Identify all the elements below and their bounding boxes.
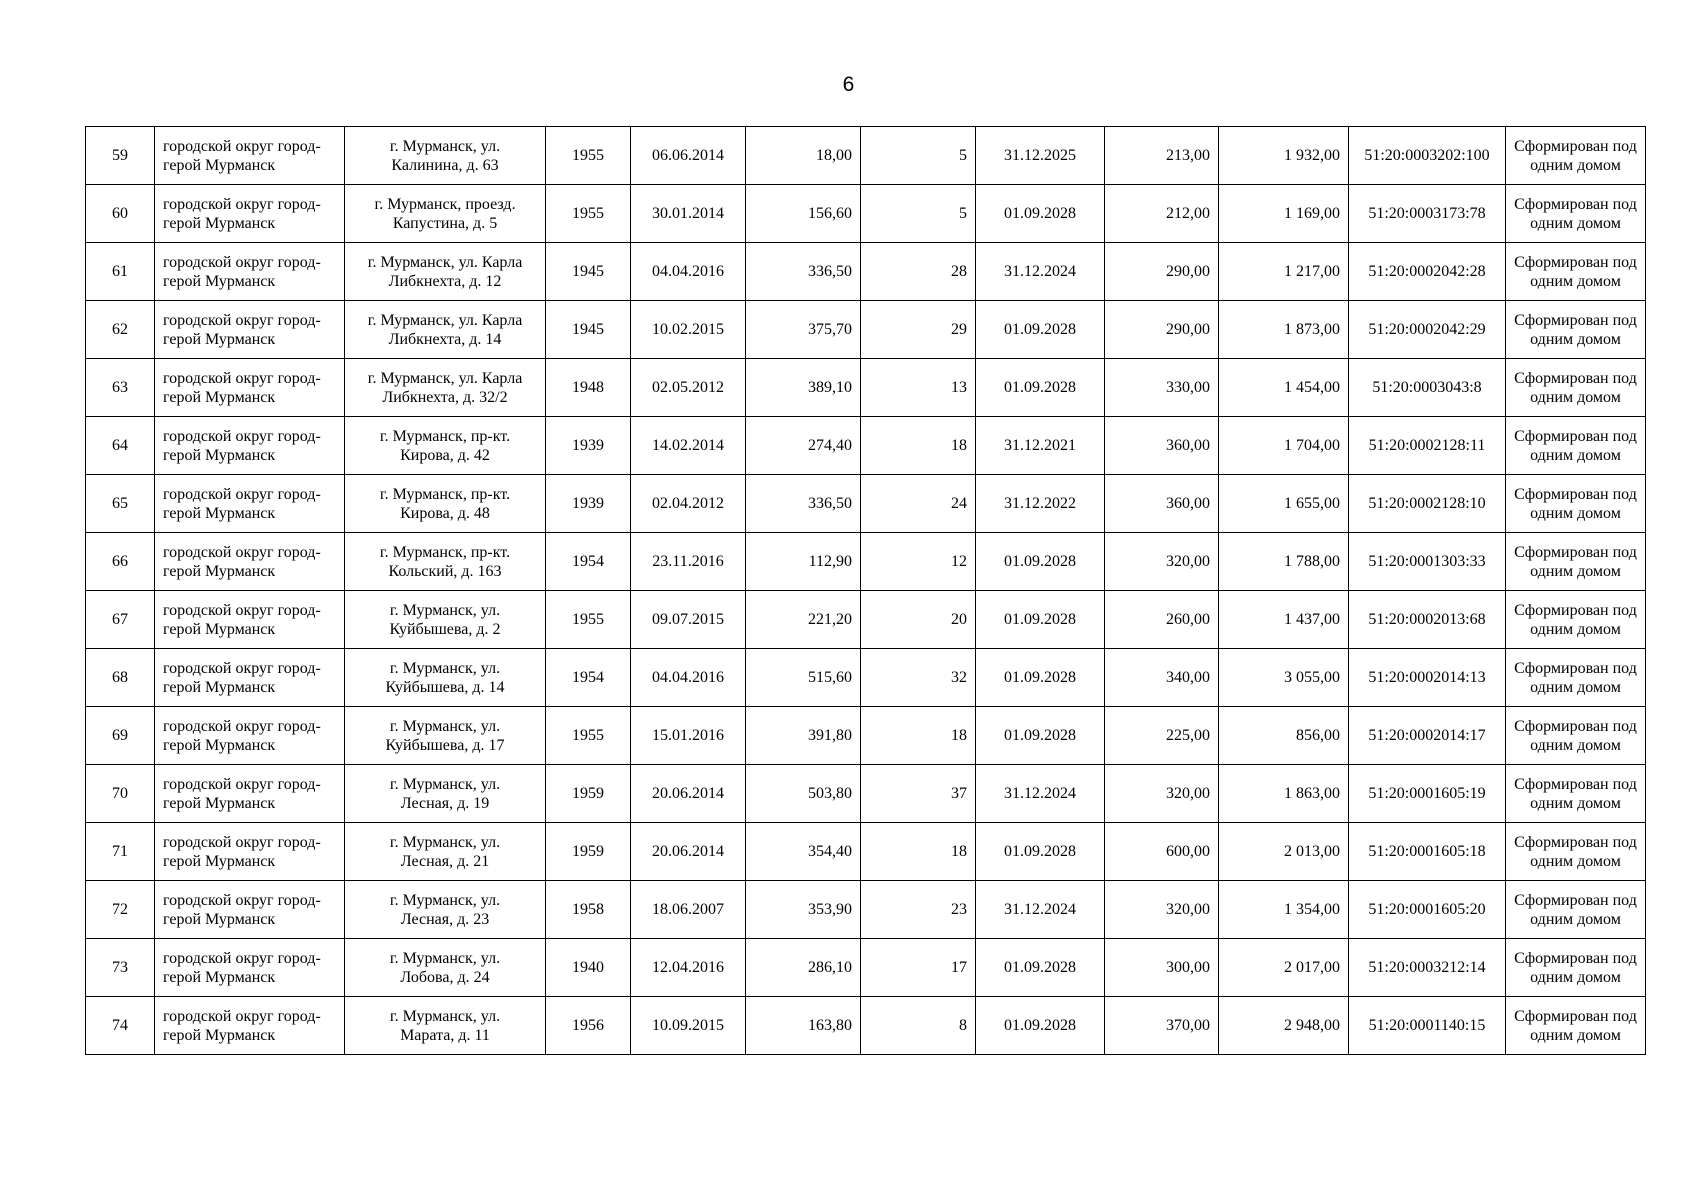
address-line: г. Мурманск, ул. — [389, 891, 501, 909]
municipality-cell: городской округ город-герой Мурманск — [155, 533, 345, 591]
area-cell: 336,50 — [746, 243, 861, 301]
value1-cell: 300,00 — [1105, 939, 1219, 997]
value1-cell: 290,00 — [1105, 243, 1219, 301]
deadline-cell: 31.12.2021 — [976, 417, 1105, 475]
table-row — [86, 359, 1646, 417]
municipality-cell: городской округ город-герой Мурманск — [155, 243, 345, 301]
cadastral-number-cell: 51:20:0003202:100 — [1349, 127, 1506, 185]
status-cell: Сформирован под одним домом — [1506, 707, 1646, 765]
address-line: Куйбышева, д. 2 — [389, 620, 501, 638]
count-cell: 8 — [861, 997, 976, 1055]
address-line: г. Мурманск, ул. — [389, 1007, 501, 1025]
value1-cell: 320,00 — [1105, 533, 1219, 591]
date-cell: 04.04.2016 — [631, 649, 746, 707]
date-cell: 02.05.2012 — [631, 359, 746, 417]
cadastral-number-cell: 51:20:0002128:10 — [1349, 475, 1506, 533]
value2-cell: 1 932,00 — [1219, 127, 1349, 185]
count-cell: 17 — [861, 939, 976, 997]
area-cell: 18,00 — [746, 127, 861, 185]
value1-cell: 260,00 — [1105, 591, 1219, 649]
date-cell: 04.04.2016 — [631, 243, 746, 301]
municipality-cell: городской округ город-герой Мурманск — [155, 707, 345, 765]
build-year-cell: 1955 — [546, 591, 631, 649]
address-cell — [345, 707, 546, 765]
status-cell: Сформирован под одним домом — [1506, 823, 1646, 881]
value2-cell: 1 863,00 — [1219, 765, 1349, 823]
status-cell: Сформирован под одним домом — [1506, 243, 1646, 301]
address-line: Куйбышева, д. 17 — [385, 736, 505, 754]
deadline-cell: 01.09.2028 — [976, 301, 1105, 359]
address-line: Лобова, д. 24 — [400, 968, 490, 986]
municipality-cell: городской округ город-герой Мурманск — [155, 185, 345, 243]
table-row — [86, 185, 1646, 243]
date-cell: 20.06.2014 — [631, 823, 746, 881]
address-cell — [345, 475, 546, 533]
count-cell: 37 — [861, 765, 976, 823]
address-line: Лесная, д. 19 — [400, 794, 490, 812]
address-cell — [345, 649, 546, 707]
status-cell: Сформирован под одним домом — [1506, 533, 1646, 591]
value1-cell: 370,00 — [1105, 997, 1219, 1055]
deadline-cell: 01.09.2028 — [976, 997, 1105, 1055]
address-cell — [345, 301, 546, 359]
cadastral-number-cell: 51:20:0003212:14 — [1349, 939, 1506, 997]
table-row — [86, 707, 1646, 765]
cadastral-number-cell: 51:20:0001605:18 — [1349, 823, 1506, 881]
row-number-cell: 70 — [86, 765, 155, 823]
address-cell — [345, 765, 546, 823]
count-cell: 18 — [861, 707, 976, 765]
status-cell: Сформирован под одним домом — [1506, 301, 1646, 359]
cadastral-number-cell: 51:20:0002042:29 — [1349, 301, 1506, 359]
address-line: Лесная, д. 21 — [400, 852, 490, 870]
municipality-cell: городской округ город-герой Мурманск — [155, 765, 345, 823]
address-cell — [345, 243, 546, 301]
value2-cell: 1 704,00 — [1219, 417, 1349, 475]
deadline-cell: 01.09.2028 — [976, 185, 1105, 243]
value2-cell: 1 354,00 — [1219, 881, 1349, 939]
value1-cell: 290,00 — [1105, 301, 1219, 359]
build-year-cell: 1958 — [546, 881, 631, 939]
address-line: г. Мурманск, ул. Карла — [367, 253, 523, 271]
address-line: г. Мурманск, ул. — [389, 601, 501, 619]
build-year-cell: 1959 — [546, 823, 631, 881]
count-cell: 5 — [861, 185, 976, 243]
municipality-cell: городской округ город-герой Мурманск — [155, 359, 345, 417]
date-cell: 02.04.2012 — [631, 475, 746, 533]
deadline-cell: 01.09.2028 — [976, 591, 1105, 649]
deadline-cell: 31.12.2024 — [976, 881, 1105, 939]
count-cell: 29 — [861, 301, 976, 359]
value2-cell: 1 873,00 — [1219, 301, 1349, 359]
table-row — [86, 649, 1646, 707]
row-number-cell: 62 — [86, 301, 155, 359]
build-year-cell: 1954 — [546, 533, 631, 591]
build-year-cell: 1954 — [546, 649, 631, 707]
area-cell: 391,80 — [746, 707, 861, 765]
cadastral-number-cell: 51:20:0001303:33 — [1349, 533, 1506, 591]
address-line: Кирова, д. 48 — [400, 504, 490, 522]
cadastral-number-cell: 51:20:0002013:68 — [1349, 591, 1506, 649]
area-cell: 336,50 — [746, 475, 861, 533]
deadline-cell: 01.09.2028 — [976, 823, 1105, 881]
date-cell: 15.01.2016 — [631, 707, 746, 765]
build-year-cell: 1956 — [546, 997, 631, 1055]
deadline-cell: 01.09.2028 — [976, 649, 1105, 707]
build-year-cell: 1955 — [546, 127, 631, 185]
cadastral-number-cell: 51:20:0001605:20 — [1349, 881, 1506, 939]
deadline-cell: 31.12.2024 — [976, 765, 1105, 823]
status-cell: Сформирован под одним домом — [1506, 591, 1646, 649]
status-cell: Сформирован под одним домом — [1506, 649, 1646, 707]
status-cell: Сформирован под одним домом — [1506, 475, 1646, 533]
status-cell: Сформирован под одним домом — [1506, 765, 1646, 823]
value2-cell: 2 948,00 — [1219, 997, 1349, 1055]
row-number-cell: 65 — [86, 475, 155, 533]
count-cell: 28 — [861, 243, 976, 301]
cadastral-number-cell: 51:20:0002014:17 — [1349, 707, 1506, 765]
value1-cell: 212,00 — [1105, 185, 1219, 243]
cadastral-number-cell: 51:20:0002014:13 — [1349, 649, 1506, 707]
address-line: Капустина, д. 5 — [392, 214, 498, 232]
value1-cell: 320,00 — [1105, 881, 1219, 939]
date-cell: 10.09.2015 — [631, 997, 746, 1055]
row-number-cell: 67 — [86, 591, 155, 649]
address-line: г. Мурманск, пр-кт. — [379, 485, 511, 503]
deadline-cell: 01.09.2028 — [976, 707, 1105, 765]
cadastral-number-cell: 51:20:0002128:11 — [1349, 417, 1506, 475]
address-cell — [345, 359, 546, 417]
area-cell: 503,80 — [746, 765, 861, 823]
address-line: Кирова, д. 42 — [400, 446, 490, 464]
count-cell: 18 — [861, 823, 976, 881]
count-cell: 20 — [861, 591, 976, 649]
cadastral-number-cell: 51:20:0003173:78 — [1349, 185, 1506, 243]
row-number-cell: 73 — [86, 939, 155, 997]
row-number-cell: 72 — [86, 881, 155, 939]
address-line: Калинина, д. 63 — [391, 156, 499, 174]
status-cell: Сформирован под одним домом — [1506, 417, 1646, 475]
table-row — [86, 127, 1646, 185]
date-cell: 14.02.2014 — [631, 417, 746, 475]
value1-cell: 213,00 — [1105, 127, 1219, 185]
municipality-cell: городской округ город-герой Мурманск — [155, 823, 345, 881]
table-row — [86, 823, 1646, 881]
page-number: 6 — [842, 73, 855, 96]
area-cell: 112,90 — [746, 533, 861, 591]
value2-cell: 1 788,00 — [1219, 533, 1349, 591]
address-line: г. Мурманск, ул. Карла — [367, 311, 523, 329]
build-year-cell: 1955 — [546, 707, 631, 765]
address-line: г. Мурманск, ул. — [389, 833, 501, 851]
deadline-cell: 31.12.2024 — [976, 243, 1105, 301]
municipality-cell: городской округ город-герой Мурманск — [155, 475, 345, 533]
address-line: г. Мурманск, ул. — [389, 717, 501, 735]
value1-cell: 320,00 — [1105, 765, 1219, 823]
deadline-cell: 01.09.2028 — [976, 533, 1105, 591]
deadline-cell: 31.12.2022 — [976, 475, 1105, 533]
count-cell: 32 — [861, 649, 976, 707]
area-cell: 163,80 — [746, 997, 861, 1055]
address-line: Либкнехта, д. 14 — [388, 330, 502, 348]
row-number-cell: 60 — [86, 185, 155, 243]
address-line: Либкнехта, д. 32/2 — [382, 388, 508, 406]
table-row — [86, 765, 1646, 823]
address-line: г. Мурманск, пр-кт. — [379, 427, 511, 445]
housing-registry-table — [85, 126, 1646, 1055]
date-cell: 30.01.2014 — [631, 185, 746, 243]
cadastral-number-cell: 51:20:0001605:19 — [1349, 765, 1506, 823]
address-line: Кольский, д. 163 — [388, 562, 502, 580]
deadline-cell: 01.09.2028 — [976, 939, 1105, 997]
deadline-cell: 31.12.2025 — [976, 127, 1105, 185]
cadastral-number-cell: 51:20:0001140:15 — [1349, 997, 1506, 1055]
count-cell: 18 — [861, 417, 976, 475]
address-cell — [345, 997, 546, 1055]
table-row — [86, 301, 1646, 359]
status-cell: Сформирован под одним домом — [1506, 127, 1646, 185]
row-number-cell: 66 — [86, 533, 155, 591]
address-line: Либкнехта, д. 12 — [388, 272, 502, 290]
row-number-cell: 59 — [86, 127, 155, 185]
build-year-cell: 1955 — [546, 185, 631, 243]
area-cell: 274,40 — [746, 417, 861, 475]
value2-cell: 856,00 — [1219, 707, 1349, 765]
table-row — [86, 243, 1646, 301]
area-cell: 515,60 — [746, 649, 861, 707]
count-cell: 5 — [861, 127, 976, 185]
value1-cell: 225,00 — [1105, 707, 1219, 765]
value2-cell: 2 017,00 — [1219, 939, 1349, 997]
value2-cell: 1 437,00 — [1219, 591, 1349, 649]
area-cell: 354,40 — [746, 823, 861, 881]
count-cell: 24 — [861, 475, 976, 533]
municipality-cell: городской округ город-герой Мурманск — [155, 939, 345, 997]
count-cell: 23 — [861, 881, 976, 939]
build-year-cell: 1940 — [546, 939, 631, 997]
table-row — [86, 591, 1646, 649]
municipality-cell: городской округ город-герой Мурманск — [155, 301, 345, 359]
value1-cell: 360,00 — [1105, 475, 1219, 533]
address-line: г. Мурманск, ул. — [389, 949, 501, 967]
date-cell: 18.06.2007 — [631, 881, 746, 939]
table-body — [86, 127, 1646, 1055]
address-cell — [345, 939, 546, 997]
address-line: г. Мурманск, ул. — [389, 775, 501, 793]
row-number-cell: 63 — [86, 359, 155, 417]
value1-cell: 360,00 — [1105, 417, 1219, 475]
address-cell — [345, 533, 546, 591]
value2-cell: 1 217,00 — [1219, 243, 1349, 301]
value2-cell: 1 655,00 — [1219, 475, 1349, 533]
table-row — [86, 533, 1646, 591]
build-year-cell: 1948 — [546, 359, 631, 417]
deadline-cell: 01.09.2028 — [976, 359, 1105, 417]
table-row — [86, 997, 1646, 1055]
row-number-cell: 71 — [86, 823, 155, 881]
row-number-cell: 64 — [86, 417, 155, 475]
count-cell: 12 — [861, 533, 976, 591]
count-cell: 13 — [861, 359, 976, 417]
build-year-cell: 1939 — [546, 475, 631, 533]
row-number-cell: 68 — [86, 649, 155, 707]
address-line: Лесная, д. 23 — [400, 910, 490, 928]
address-line: Марата, д. 11 — [400, 1026, 490, 1044]
address-cell — [345, 185, 546, 243]
build-year-cell: 1945 — [546, 301, 631, 359]
value1-cell: 340,00 — [1105, 649, 1219, 707]
date-cell: 12.04.2016 — [631, 939, 746, 997]
table-row — [86, 881, 1646, 939]
municipality-cell: городской округ город-герой Мурманск — [155, 997, 345, 1055]
value2-cell: 1 169,00 — [1219, 185, 1349, 243]
address-cell — [345, 417, 546, 475]
value2-cell: 1 454,00 — [1219, 359, 1349, 417]
status-cell: Сформирован под одним домом — [1506, 881, 1646, 939]
date-cell: 20.06.2014 — [631, 765, 746, 823]
row-number-cell: 69 — [86, 707, 155, 765]
status-cell: Сформирован под одним домом — [1506, 939, 1646, 997]
area-cell: 221,20 — [746, 591, 861, 649]
address-cell — [345, 823, 546, 881]
address-line: г. Мурманск, пр-кт. — [379, 543, 511, 561]
municipality-cell: городской округ город-герой Мурманск — [155, 417, 345, 475]
row-number-cell: 61 — [86, 243, 155, 301]
area-cell: 375,70 — [746, 301, 861, 359]
value2-cell: 2 013,00 — [1219, 823, 1349, 881]
area-cell: 389,10 — [746, 359, 861, 417]
table-row — [86, 939, 1646, 997]
value1-cell: 330,00 — [1105, 359, 1219, 417]
address-cell — [345, 127, 546, 185]
build-year-cell: 1939 — [546, 417, 631, 475]
table-row — [86, 475, 1646, 533]
municipality-cell: городской округ город-герой Мурманск — [155, 881, 345, 939]
address-cell — [345, 591, 546, 649]
date-cell: 23.11.2016 — [631, 533, 746, 591]
status-cell: Сформирован под одним домом — [1506, 997, 1646, 1055]
row-number-cell: 74 — [86, 997, 155, 1055]
status-cell: Сформирован под одним домом — [1506, 185, 1646, 243]
date-cell: 10.02.2015 — [631, 301, 746, 359]
area-cell: 156,60 — [746, 185, 861, 243]
address-line: г. Мурманск, ул. — [389, 137, 501, 155]
address-cell — [345, 881, 546, 939]
area-cell: 286,10 — [746, 939, 861, 997]
area-cell: 353,90 — [746, 881, 861, 939]
cadastral-number-cell: 51:20:0002042:28 — [1349, 243, 1506, 301]
municipality-cell: городской округ город-герой Мурманск — [155, 649, 345, 707]
address-line: г. Мурманск, ул. — [389, 659, 501, 677]
municipality-cell: городской округ город-герой Мурманск — [155, 127, 345, 185]
status-cell: Сформирован под одним домом — [1506, 359, 1646, 417]
build-year-cell: 1959 — [546, 765, 631, 823]
municipality-cell: городской округ город-герой Мурманск — [155, 591, 345, 649]
value2-cell: 3 055,00 — [1219, 649, 1349, 707]
date-cell: 06.06.2014 — [631, 127, 746, 185]
value1-cell: 600,00 — [1105, 823, 1219, 881]
address-line: г. Мурманск, ул. Карла — [367, 369, 523, 387]
table-row — [86, 417, 1646, 475]
cadastral-number-cell: 51:20:0003043:8 — [1349, 359, 1506, 417]
address-line: Куйбышева, д. 14 — [385, 678, 505, 696]
address-line: г. Мурманск, проезд. — [374, 195, 516, 213]
build-year-cell: 1945 — [546, 243, 631, 301]
date-cell: 09.07.2015 — [631, 591, 746, 649]
